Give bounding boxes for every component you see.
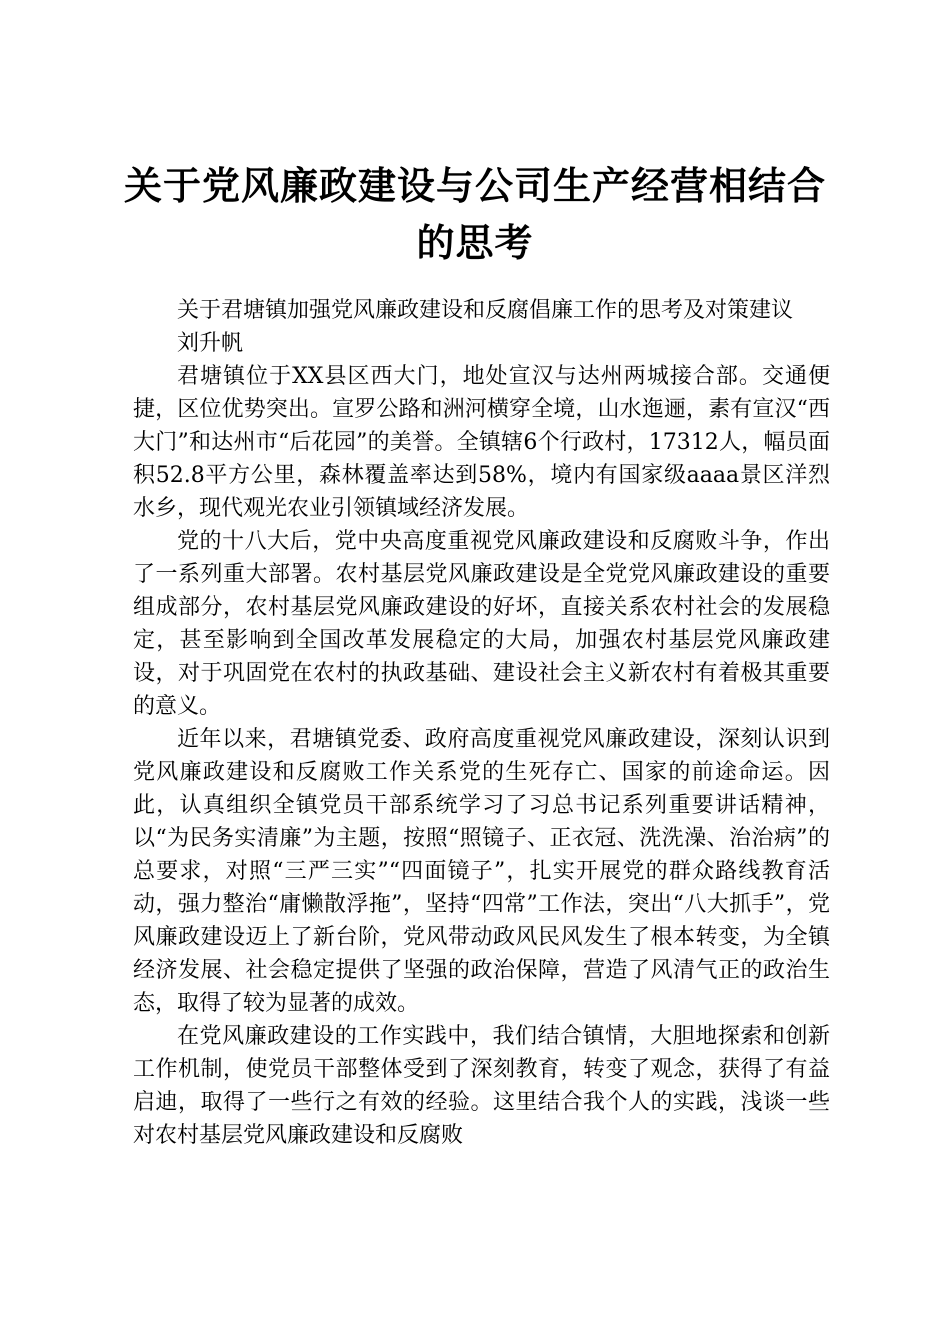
- author-name: 刘升帆: [177, 331, 244, 356]
- document-title: 关于党风廉政建设与公司生产经营相结合的思考: [123, 164, 826, 265]
- document-body: [133, 294, 830, 1152]
- body-paragraph: 在党风廉政建设的工作实践中，我们结合镇情，大胆地探索和创新工作机制，使党员干部整体受到了深刻教育，转变了观念，获得了有益启迪，取得了一些行之有效的经验。这里结合我个人的实践，浅谈一些对农村基层党风廉政建设和反腐败: [133, 1024, 830, 1148]
- body-paragraph: 党的十八大后，党中央高度重视党风廉政建设和反腐败斗争，作出了一系列重大部署。农村基层党风廉政建设是全党党风廉政建设的重要组成部分，农村基层党风廉政建设的好坏，直接关系农村社会的发展稳定，甚至影响到全国改革发展稳定的大局，加强农村基层党风廉政建设，对于巩固党在农村的执政基础、建设社会主义新农村有着极其重要的意义。: [133, 529, 830, 719]
- body-paragraph: 君塘镇位于XX县区西大门，地处宣汉与达州两城接合部。交通便捷，区位优势突出。宣罗公路和洲河横穿全境，山水迤逦，素有宣汉“西大门”和达州市“后花园”的美誉。全镇辖6个行政村，17312人，幅员面积52.8平方公里，森林覆盖率达到58%，境内有国家级aaaa景区洋烈水乡，现代观光农业引领镇域经济发展。: [133, 364, 830, 521]
- body-paragraph: 近年以来，君塘镇党委、政府高度重视党风廉政建设，深刻认识到党风廉政建设和反腐败工作关系党的生死存亡、国家的前途命运。因此，认真组织全镇党员干部系统学习了习总书记系列重要讲话精神，以“为民务实清廉”为主题，按照“照镜子、正衣冠、洗洗澡、治治病”的总要求，对照“三严三实”“四面镜子”，扎实开展党的群众路线教育活动，强力整治“庸懒散浮拖”，坚持“四常”工作法，突出“八大抓手”，党风廉政建设迈上了新台阶，党风带动政风民风发生了根本转变，为全镇经济发展、社会稳定提供了坚强的政治保障，营造了风清气正的政治生态，取得了较为显著的成效。: [133, 727, 830, 1016]
- subtitle-paragraph: 关于君塘镇加强党风廉政建设和反腐倡廉工作的思考及对策建议: [177, 298, 794, 323]
